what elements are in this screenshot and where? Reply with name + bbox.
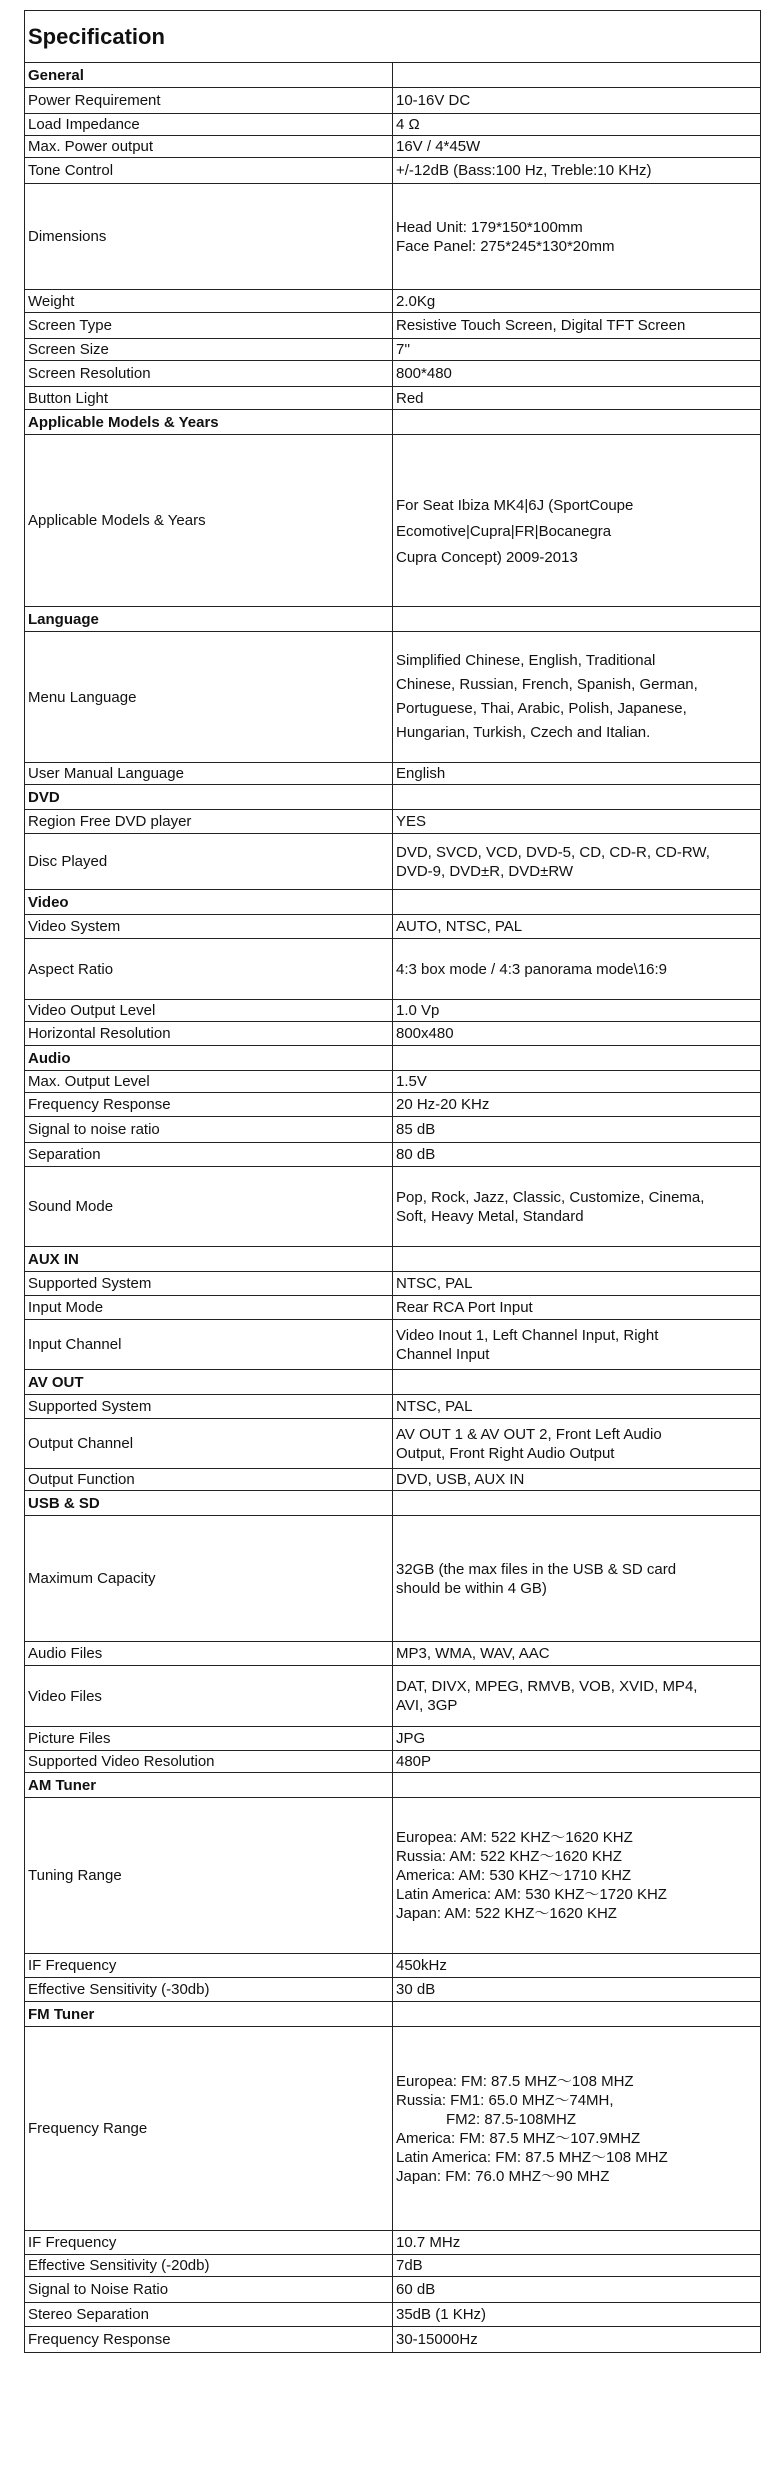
spec-row — [25, 1954, 761, 1978]
spec-row — [25, 1071, 761, 1093]
spec-value — [393, 1978, 761, 2002]
spec-value-line: English — [396, 765, 446, 782]
spec-label: Video System — [25, 915, 393, 939]
spec-row — [25, 1798, 761, 1954]
section-header: FM Tuner — [25, 2002, 393, 2027]
spec-row — [25, 290, 761, 313]
section-row-general — [25, 63, 761, 88]
spec-label: Aspect Ratio — [25, 939, 393, 1000]
spec-value — [393, 1516, 761, 1642]
spec-label: Dimensions — [25, 184, 393, 290]
spec-label: Tuning Range — [25, 1798, 393, 1954]
spec-row — [25, 136, 761, 158]
spec-row — [25, 313, 761, 339]
spec-value-line: 4 Ω — [396, 116, 420, 133]
spec-value-line: 32GB (the max files in the USB & SD card — [396, 1560, 677, 1578]
spec-row — [25, 834, 761, 890]
spec-value — [393, 2277, 761, 2303]
spec-value-line: Head Unit: 179*150*100mm — [396, 218, 583, 236]
spec-value-line: Rear RCA Port Input — [396, 1299, 533, 1316]
spec-value-line: 1.0 Vp — [396, 1002, 440, 1019]
spec-label: Max. Power output — [25, 136, 393, 158]
spec-row — [25, 1666, 761, 1727]
spec-label: Audio Files — [25, 1642, 393, 1666]
spec-value-line: AUTO, NTSC, PAL — [396, 918, 523, 935]
spec-value-line: Europea: AM: 522 KHZ～1620 KHZ — [396, 1829, 633, 1846]
spec-value — [393, 763, 761, 785]
spec-label: Video Files — [25, 1666, 393, 1727]
spec-value-line: 450kHz — [396, 1957, 447, 1974]
spec-label: Power Requirement — [25, 88, 393, 114]
spec-value-line: Simplified Chinese, English, Traditional — [396, 652, 656, 669]
spec-row — [25, 387, 761, 410]
spec-label: Maximum Capacity — [25, 1516, 393, 1642]
spec-label: Supported System — [25, 1272, 393, 1296]
spec-value — [393, 290, 761, 313]
spec-label: Input Channel — [25, 1320, 393, 1370]
spec-value-line: YES — [396, 813, 427, 830]
spec-value — [393, 1320, 761, 1370]
spec-value-line: Output, Front Right Audio Output — [396, 1444, 615, 1462]
spec-value-line: Europea: FM: 87.5 MHZ～108 MHZ — [396, 2072, 634, 2090]
spec-value-line: America: FM: 87.5 MHZ～107.9MHZ — [396, 2129, 641, 2147]
spec-label: IF Frequency — [25, 2231, 393, 2255]
spec-label: Frequency Range — [25, 2027, 393, 2231]
spec-row — [25, 2303, 761, 2327]
spec-value-line: 30-15000Hz — [396, 2331, 478, 2348]
spec-value — [393, 1272, 761, 1296]
spec-label: Effective Sensitivity (-30db) — [25, 1978, 393, 2002]
spec-value-line: +/-12dB (Bass:100 Hz, Treble:10 KHz) — [396, 162, 652, 179]
spec-row — [25, 2277, 761, 2303]
spec-row — [25, 2255, 761, 2277]
spec-value-line: Chinese, Russian, French, Spanish, German, — [396, 676, 698, 693]
spec-label: Disc Played — [25, 834, 393, 890]
spec-label: Horizontal Resolution — [25, 1022, 393, 1046]
spec-value-line: 60 dB — [396, 2281, 436, 2298]
section-header: General — [25, 63, 393, 88]
spec-value-line: DVD, USB, AUX IN — [396, 1471, 525, 1488]
spec-label: IF Frequency — [25, 1954, 393, 1978]
section-row-video — [25, 890, 761, 915]
spec-label: Stereo Separation — [25, 2303, 393, 2327]
spec-row — [25, 2027, 761, 2231]
spec-label: Applicable Models & Years — [25, 435, 393, 607]
section-header-blank — [393, 1370, 761, 1395]
spec-value-line: For Seat Ibiza MK4|6J (SportCoupe — [396, 496, 634, 514]
specification-table-body — [25, 11, 761, 2353]
spec-row — [25, 763, 761, 785]
spec-value-line: Pop, Rock, Jazz, Classic, Customize, Cinema, — [396, 1188, 705, 1206]
spec-value-line: 35dB (1 KHz) — [396, 2306, 487, 2323]
spec-value-line: AV OUT 1 & AV OUT 2, Front Left Audio — [396, 1425, 662, 1443]
spec-row — [25, 2327, 761, 2353]
spec-value — [393, 339, 761, 361]
spec-value — [393, 939, 761, 1000]
spec-row — [25, 361, 761, 387]
spec-value-line: Hungarian, Turkish, Czech and Italian. — [396, 724, 651, 741]
spec-value — [393, 1469, 761, 1491]
spec-value — [393, 810, 761, 834]
spec-value — [393, 2327, 761, 2353]
spec-value — [393, 1727, 761, 1751]
spec-value-line: Russia: AM: 522 KHZ～1620 KHZ — [396, 1848, 622, 1865]
spec-value-line: FM2: 87.5-108MHZ — [396, 2110, 577, 2128]
spec-value — [393, 1751, 761, 1773]
spec-label: Weight — [25, 290, 393, 313]
spec-value — [393, 1143, 761, 1167]
spec-label: Button Light — [25, 387, 393, 410]
section-header: Video — [25, 890, 393, 915]
spec-value — [393, 2303, 761, 2327]
section-header: Audio — [25, 1046, 393, 1071]
spec-value-line: 20 Hz-20 KHz — [396, 1096, 490, 1113]
spec-row — [25, 114, 761, 136]
spec-value-line: America: AM: 530 KHZ～1710 KHZ — [396, 1867, 632, 1884]
spec-label: Separation — [25, 1143, 393, 1167]
spec-value-line: Latin America: FM: 87.5 MHZ～108 MHZ — [396, 2148, 668, 2166]
spec-value-line: 10.7 MHz — [396, 2234, 461, 2251]
spec-value — [393, 136, 761, 158]
spec-row — [25, 1093, 761, 1117]
spec-value — [393, 1954, 761, 1978]
spec-label: Frequency Response — [25, 2327, 393, 2353]
spec-value-line: DVD, SVCD, VCD, DVD-5, CD, CD-R, CD-RW, — [396, 843, 710, 861]
spec-value — [393, 1395, 761, 1419]
spec-value — [393, 632, 761, 763]
spec-label: Supported Video Resolution — [25, 1751, 393, 1773]
section-row-dvd — [25, 785, 761, 810]
spec-value-line: 30 dB — [396, 1981, 436, 1998]
spec-row — [25, 435, 761, 607]
spec-value — [393, 1419, 761, 1469]
spec-row — [25, 88, 761, 114]
spec-row — [25, 1022, 761, 1046]
page-title: Specification — [25, 11, 761, 63]
spec-row — [25, 1272, 761, 1296]
spec-row — [25, 1978, 761, 2002]
spec-row — [25, 1516, 761, 1642]
spec-value-line: should be within 4 GB) — [396, 1579, 547, 1597]
section-header: AM Tuner — [25, 1773, 393, 1798]
spec-value — [393, 1666, 761, 1727]
spec-row — [25, 1167, 761, 1247]
spec-value — [393, 1000, 761, 1022]
section-row-fm-tuner — [25, 2002, 761, 2027]
section-header: USB & SD — [25, 1491, 393, 1516]
spec-row — [25, 1320, 761, 1370]
spec-value — [393, 915, 761, 939]
spec-row — [25, 1143, 761, 1167]
section-row-language — [25, 607, 761, 632]
spec-value — [393, 1642, 761, 1666]
spec-value — [393, 435, 761, 607]
spec-label: Output Function — [25, 1469, 393, 1491]
spec-row — [25, 939, 761, 1000]
spec-label: Picture Files — [25, 1727, 393, 1751]
spec-value — [393, 2231, 761, 2255]
spec-value-line: 2.0Kg — [396, 292, 436, 310]
spec-label: Video Output Level — [25, 1000, 393, 1022]
spec-value-line: Latin America: AM: 530 KHZ～1720 KHZ — [396, 1886, 667, 1903]
spec-value-line: 1.5V — [396, 1073, 427, 1090]
spec-value — [393, 1798, 761, 1954]
spec-value — [393, 88, 761, 114]
spec-value-line: Ecomotive|Cupra|FR|Bocanegra — [396, 522, 612, 540]
spec-label: Region Free DVD player — [25, 810, 393, 834]
spec-value-line: 480P — [396, 1753, 432, 1770]
spec-label: Frequency Response — [25, 1093, 393, 1117]
spec-value-line: NTSC, PAL — [396, 1275, 473, 1292]
spec-value — [393, 2027, 761, 2231]
spec-row — [25, 1751, 761, 1773]
spec-value — [393, 1022, 761, 1046]
section-row-audio — [25, 1046, 761, 1071]
spec-label: Sound Mode — [25, 1167, 393, 1247]
spec-value — [393, 1117, 761, 1143]
spec-row — [25, 158, 761, 184]
section-header: Language — [25, 607, 393, 632]
section-header-blank — [393, 410, 761, 435]
spec-value-line: Russia: FM1: 65.0 MHZ～74MH, — [396, 2091, 614, 2109]
spec-label: Input Mode — [25, 1296, 393, 1320]
section-header-blank — [393, 63, 761, 88]
spec-row — [25, 1419, 761, 1469]
spec-row — [25, 184, 761, 290]
spec-value-line: Japan: FM: 76.0 MHZ～90 MHZ — [396, 2167, 610, 2185]
section-header-blank — [393, 1247, 761, 1272]
spec-value-line: 7'' — [396, 341, 411, 358]
spec-value-line: Soft, Heavy Metal, Standard — [396, 1207, 584, 1225]
spec-value-line: 85 dB — [396, 1121, 436, 1138]
spec-value — [393, 184, 761, 290]
section-header-blank — [393, 2002, 761, 2027]
spec-label: Max. Output Level — [25, 1071, 393, 1093]
specification-table — [24, 10, 761, 2353]
section-header-blank — [393, 785, 761, 810]
spec-value-line: 800*480 — [396, 365, 452, 382]
spec-value — [393, 834, 761, 890]
spec-row — [25, 339, 761, 361]
spec-value-line: 80 dB — [396, 1146, 436, 1163]
spec-label: Screen Size — [25, 339, 393, 361]
spec-value — [393, 1167, 761, 1247]
spec-value-line: Resistive Touch Screen, Digital TFT Screen — [396, 317, 686, 334]
spec-value — [393, 313, 761, 339]
section-header: AV OUT — [25, 1370, 393, 1395]
spec-label: Load Impedance — [25, 114, 393, 136]
spec-value — [393, 361, 761, 387]
section-header: Applicable Models & Years — [25, 410, 393, 435]
spec-value-line: DAT, DIVX, MPEG, RMVB, VOB, XVID, MP4, — [396, 1678, 698, 1695]
spec-label: Menu Language — [25, 632, 393, 763]
section-row-applicable-models-years — [25, 410, 761, 435]
spec-value-line: JPG — [396, 1730, 426, 1747]
spec-value-line: NTSC, PAL — [396, 1398, 473, 1415]
spec-value — [393, 114, 761, 136]
spec-row — [25, 1395, 761, 1419]
spec-value-line: 4:3 box mode / 4:3 panorama mode\16:9 — [396, 960, 668, 978]
spec-label: Screen Resolution — [25, 361, 393, 387]
section-row-av-out — [25, 1370, 761, 1395]
spec-value — [393, 387, 761, 410]
section-header-blank — [393, 890, 761, 915]
spec-value-line: Video Inout 1, Left Channel Input, Right — [396, 1326, 659, 1344]
spec-value-line: 800x480 — [396, 1025, 454, 1042]
spec-label: Signal to noise ratio — [25, 1117, 393, 1143]
spec-value — [393, 1296, 761, 1320]
spec-row — [25, 1000, 761, 1022]
spec-value-line: Japan: AM: 522 KHZ～1620 KHZ — [396, 1905, 617, 1922]
spec-label: Tone Control — [25, 158, 393, 184]
section-row-usb-sd — [25, 1491, 761, 1516]
spec-value-line: Portuguese, Thai, Arabic, Polish, Japanese, — [396, 700, 687, 717]
spec-value — [393, 1093, 761, 1117]
section-row-am-tuner — [25, 1773, 761, 1798]
spec-value-line: 7dB — [396, 2257, 423, 2274]
spec-value-line: DVD-9, DVD±R, DVD±RW — [396, 862, 574, 880]
spec-value-line: 10-16V DC — [396, 92, 471, 109]
spec-value-line: 16V / 4*45W — [396, 138, 481, 155]
spec-row — [25, 810, 761, 834]
spec-value-line: Cupra Concept) 2009-2013 — [396, 548, 578, 566]
spec-row — [25, 1296, 761, 1320]
spec-value-line: Channel Input — [396, 1345, 490, 1363]
section-header-blank — [393, 607, 761, 632]
spec-row — [25, 915, 761, 939]
spec-value — [393, 158, 761, 184]
spec-value-line: Red — [396, 389, 424, 407]
spec-label: Effective Sensitivity (-20db) — [25, 2255, 393, 2277]
spec-value-line: Face Panel: 275*245*130*20mm — [396, 237, 615, 255]
section-header-blank — [393, 1046, 761, 1071]
title-row — [25, 11, 761, 63]
spec-label: User Manual Language — [25, 763, 393, 785]
spec-value-line: MP3, WMA, WAV, AAC — [396, 1645, 550, 1662]
section-header: AUX IN — [25, 1247, 393, 1272]
section-header: DVD — [25, 785, 393, 810]
section-header-blank — [393, 1491, 761, 1516]
spec-value — [393, 2255, 761, 2277]
section-row-aux-in — [25, 1247, 761, 1272]
spec-label: Screen Type — [25, 313, 393, 339]
spec-label: Supported System — [25, 1395, 393, 1419]
spec-row — [25, 632, 761, 763]
spec-row — [25, 1117, 761, 1143]
section-header-blank — [393, 1773, 761, 1798]
spec-row — [25, 1469, 761, 1491]
spec-value — [393, 1071, 761, 1093]
spec-row — [25, 1642, 761, 1666]
spec-row — [25, 2231, 761, 2255]
spec-label: Signal to Noise Ratio — [25, 2277, 393, 2303]
spec-label: Output Channel — [25, 1419, 393, 1469]
spec-row — [25, 1727, 761, 1751]
spec-value-line: AVI, 3GP — [396, 1697, 458, 1714]
